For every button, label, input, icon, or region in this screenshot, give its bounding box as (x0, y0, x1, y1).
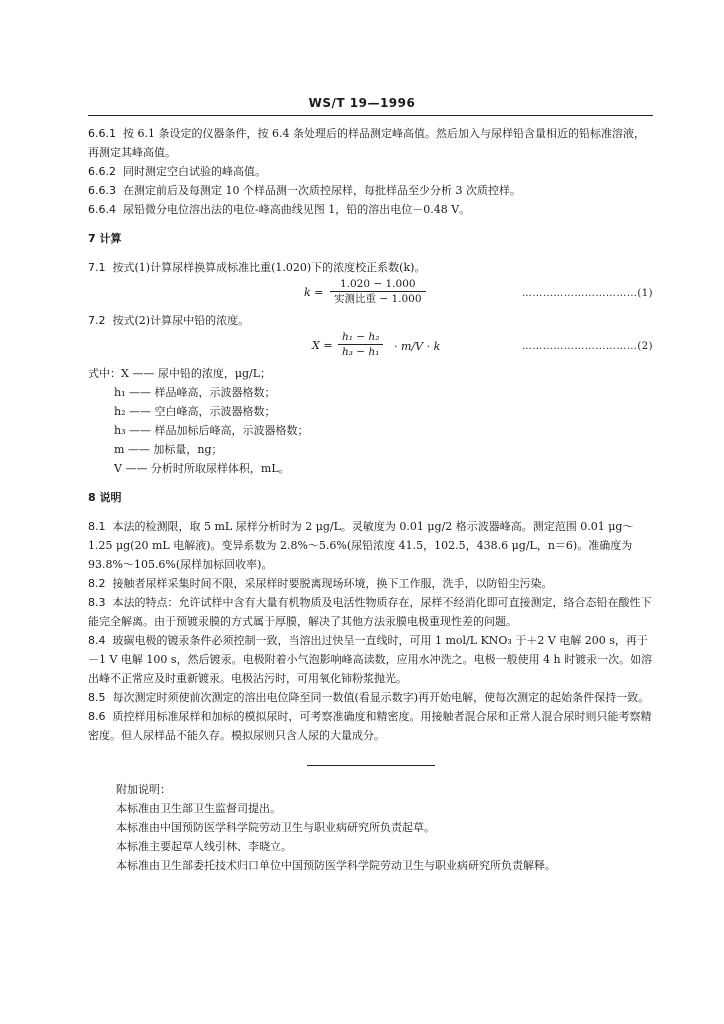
definition-v: V —— 分析时所取尿样体积，mL。 (114, 462, 290, 475)
clause-6-6-3 (88, 181, 653, 200)
clause-8-1 (88, 517, 653, 574)
clause-text: 按 6.1 条设定的仪器条件，按 6.4 条处理后的样品测定峰高值。然后加入与尿样铅含量相近的铅标准溶液，再测定其峰高值。 (88, 127, 645, 159)
clause-8-6 (88, 707, 653, 745)
definition-h2: h₂ —— 空白峰高，示波器格数； (114, 405, 276, 418)
clause-text: 本法的检测限，取 5 mL 尿样分析时为 2 μg/L。灵敏度为 0.01 μg/2 格示波器峰高。测定范围 0.01 μg～1.25 μg(20 mL 电解液)。变异系数为 2.8%～5.6%(尿铅浓度 41.5，102.5，438.6 μg/L，n＝6)。准确度为 93.8%～105.6%(尿样加标回收率)。 (88, 520, 634, 571)
formula-1-lhs: k = (304, 286, 324, 299)
clause-text: 同时测定空白试验的峰高值。 (123, 165, 266, 178)
definition-h1: h₁ —— 样品峰高，示波器格数； (114, 386, 276, 399)
clause-text: 质控样用标准尿样和加标的模拟尿时，可考察准确度和精密度。用接触者混合尿和正常人混合尿时则只能考察精密度。但人尿样品不能久存。模拟尿则只含人尿的大量成分。 (88, 710, 652, 742)
clause-text: 接触者尿样采集时间不限，采尿样时要脱离现场环境，换下工作服，洗手，以防铅尘污染。 (112, 577, 553, 590)
clause-number: 7.2 (88, 314, 106, 327)
clause-text: 尿铅微分电位溶出法的电位-峰高曲线见图 1，铅的溶出电位－0.48 V。 (123, 203, 471, 216)
definition-h3: h₃ —— 样品加标后峰高，示波器格数； (114, 424, 309, 437)
clause-number: 8.3 (88, 596, 106, 609)
section-7-title: 7 计算 (88, 232, 122, 245)
formula-2-fraction (338, 330, 383, 359)
clause-8-4 (88, 631, 653, 688)
clause-number: 8.4 (88, 634, 106, 647)
clause-6-6-2 (88, 162, 653, 181)
formula-1-fraction (330, 277, 426, 306)
clause-7-1 (88, 258, 653, 277)
clause-6-6-4 (88, 200, 653, 219)
clause-number: 8.6 (88, 710, 106, 723)
clause-6-6-1 (88, 124, 653, 162)
clause-8-3 (88, 593, 653, 631)
clause-number: 6.6.4 (88, 203, 116, 216)
clause-number: 8.5 (88, 691, 106, 704)
definition-intro: 式中：X —— 尿中铅的浓度，μg/L； (88, 367, 272, 380)
definition-m: m —— 加标量，ng； (114, 443, 223, 456)
appendix-line: 本标准由中国预防医学科学院劳动卫生与职业病研究所负责起草。 (116, 821, 435, 834)
formula-2-lhs: X = (312, 339, 333, 352)
document-body (88, 124, 653, 875)
clause-text: 按式(2)计算尿中铅的浓度。 (112, 314, 250, 327)
clause-text: 按式(1)计算尿样换算成标准比重(1.020)下的浓度校正系数(k)。 (112, 261, 426, 274)
clause-8-5 (88, 688, 653, 707)
formula-1-numerator: 1.020 − 1.000 (330, 277, 426, 292)
formula-2-numerator: h₁ − h₂ (338, 330, 383, 345)
clause-number: 6.6.3 (88, 184, 116, 197)
clause-number: 6.6.1 (88, 127, 116, 140)
header-rule (88, 115, 653, 116)
formula-2-tail: · m/V · k (394, 340, 441, 353)
clause-text: 每次测定时须使前次测定的溶出电位降至同一数值(看显示数字)再开始电解，使每次测定的起始条件保持一致。 (112, 691, 650, 704)
appendix-line: 本标准由卫生部卫生监督司提出。 (116, 802, 281, 815)
clause-8-2 (88, 574, 653, 593)
clause-text: 在测定前后及每测定 10 个样品测一次质控尿样，每批样品至少分析 3 次质控样。 (123, 184, 521, 197)
appendix-line: 本标准主要起草人线引林、李晓立。 (116, 840, 292, 853)
appendix-title: 附加说明： (116, 783, 171, 796)
clause-number: 8.2 (88, 577, 106, 590)
formula-2-denominator: h₃ − h₁ (342, 346, 380, 358)
standard-code-header: WS/T 19—1996 (308, 96, 416, 110)
variable-definitions (88, 364, 653, 478)
section-8-title: 8 说明 (88, 491, 122, 504)
formula-2 (88, 330, 653, 364)
formula-1-denominator: 实测比重 − 1.000 (334, 293, 422, 305)
clause-text: 本法的特点：允许试样中含有大量有机物质及电活性物质存在，尿样不经消化即可直接测定，络合态铅在酸性下能完全解离。由于预镀汞膜的方式属于厚膜，解决了其他方法汞膜电极重现性差的问题。 (88, 596, 652, 628)
clause-number: 8.1 (88, 520, 106, 533)
appendix-line: 本标准由卫生部委托技术归口单位中国预防医学科学院劳动卫生与职业病研究所负责解释。 (116, 859, 556, 872)
appendix-notes (88, 780, 653, 875)
clause-7-2 (88, 311, 653, 330)
formula-1-tag: ……………………………(1) (521, 288, 653, 299)
clause-number: 7.1 (88, 261, 106, 274)
formula-2-tag: ……………………………(2) (521, 341, 653, 352)
clause-number: 6.6.2 (88, 165, 116, 178)
formula-1 (88, 277, 653, 311)
clause-text: 玻碳电极的镀汞条件必须控制一致，当溶出过快呈一直线时，可用 1 mol/L KNO₃ 于＋2 V 电解 200 s，再于－1 V 电解 100 s，然后镀汞。电极附着小气泡影响峰高读数，应用水冲洗之。电极一般使用 4 h 时镀汞一次。如溶出峰不正常应及时重新镀汞。电极沾污时，可用氧化铈粉浆抛光。 (88, 634, 653, 685)
section-divider (307, 765, 435, 766)
